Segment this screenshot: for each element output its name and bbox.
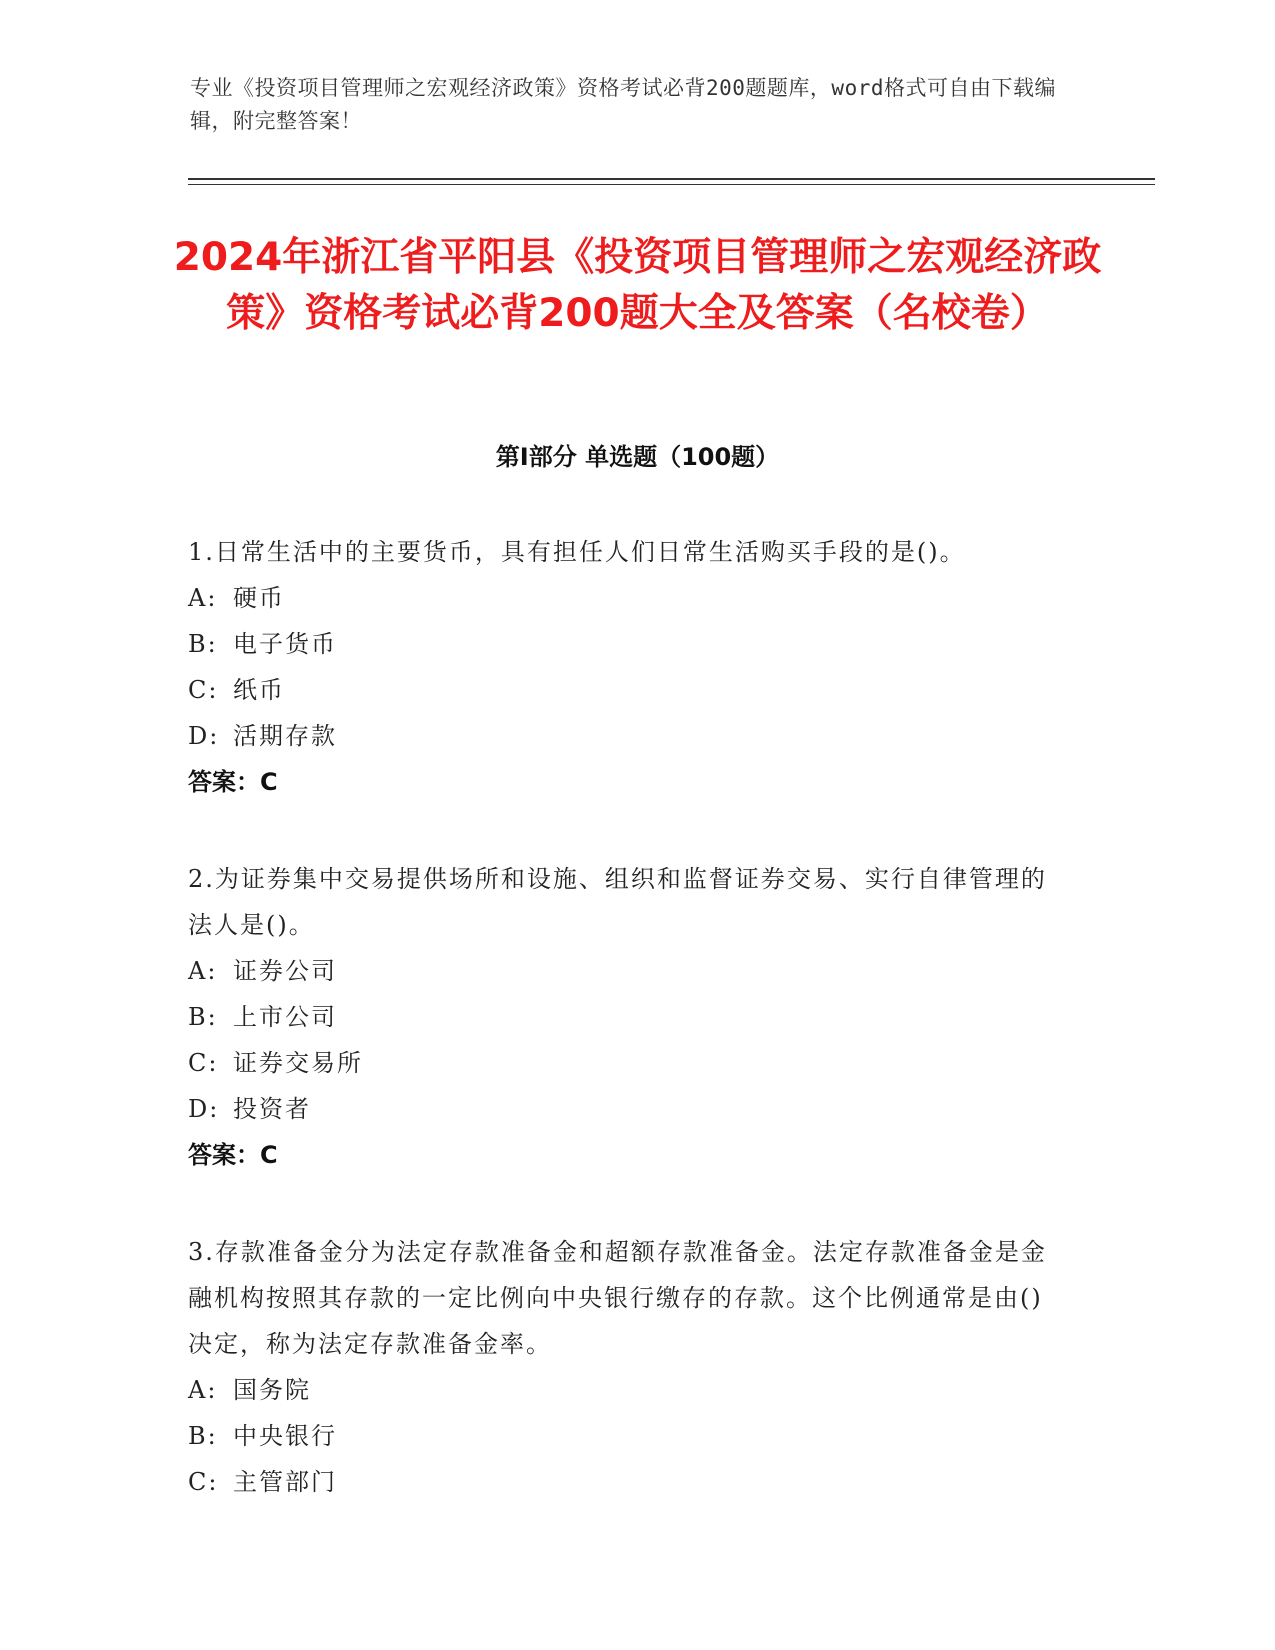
question-stem: 3.存款准备金分为法定存款准备金和超额存款准备金。法定存款准备金是金融机构按照其存款的一定比例向中央银行缴存的存款。这个比例通常是由()决定，称为法定存款准备金率。 <box>188 1238 1047 1358</box>
section-heading: 第Ⅰ部分 单选题（100题） <box>495 443 780 471</box>
question-stem: 1.日常生活中的主要货币，具有担任人们日常生活购买手段的是()。 <box>188 538 966 566</box>
option-c <box>188 667 1068 713</box>
option-a <box>188 575 1068 621</box>
option-b <box>188 1413 1068 1459</box>
header-divider-thin <box>188 184 1155 185</box>
option-letter: B: <box>188 1422 218 1450</box>
option-text: 纸币 <box>233 676 285 704</box>
option-letter: C: <box>188 1049 219 1077</box>
option-letter: B: <box>188 1003 218 1031</box>
option-letter: A: <box>188 1376 218 1404</box>
question-list <box>188 529 1068 1556</box>
option-text: 硬币 <box>233 584 285 612</box>
option-letter: D: <box>188 722 220 750</box>
option-d <box>188 1086 1068 1132</box>
option-text: 证券交易所 <box>233 1049 363 1077</box>
option-b <box>188 621 1068 667</box>
option-text: 电子货币 <box>233 630 337 658</box>
question-1 <box>188 529 1068 805</box>
option-letter: C: <box>188 1468 219 1496</box>
option-text: 投资者 <box>233 1095 311 1123</box>
option-letter: A: <box>188 584 218 612</box>
option-text: 证券公司 <box>233 957 337 985</box>
option-a <box>188 948 1068 994</box>
option-letter: B: <box>188 630 218 658</box>
option-a <box>188 1367 1068 1413</box>
option-letter: D: <box>188 1095 220 1123</box>
header-divider-thick <box>188 178 1155 180</box>
question-3 <box>188 1229 1068 1505</box>
option-letter: A: <box>188 957 218 985</box>
option-c <box>188 1459 1068 1505</box>
question-2 <box>188 856 1068 1178</box>
option-d <box>188 713 1068 759</box>
option-letter: C: <box>188 676 219 704</box>
question-stem: 2.为证券集中交易提供场所和设施、组织和监督证券交易、实行自律管理的法人是()。 <box>188 865 1047 939</box>
option-text: 活期存款 <box>233 722 337 750</box>
option-text: 中央银行 <box>233 1422 337 1450</box>
option-c <box>188 1040 1068 1086</box>
answer-line: 答案：C <box>188 1141 278 1169</box>
option-text: 上市公司 <box>233 1003 337 1031</box>
answer-line: 答案：C <box>188 768 278 796</box>
option-text: 主管部门 <box>233 1468 337 1496</box>
header-note: 专业《投资项目管理师之宏观经济政策》资格考试必背200题题库，word格式可自由下载编辑，附完整答案！ <box>190 76 1056 133</box>
option-b <box>188 994 1068 1040</box>
option-text: 国务院 <box>233 1376 311 1404</box>
document-title: 2024年浙江省平阳县《投资项目管理师之宏观经济政策》资格考试必背200题大全及答案（名校卷） <box>173 235 1102 336</box>
